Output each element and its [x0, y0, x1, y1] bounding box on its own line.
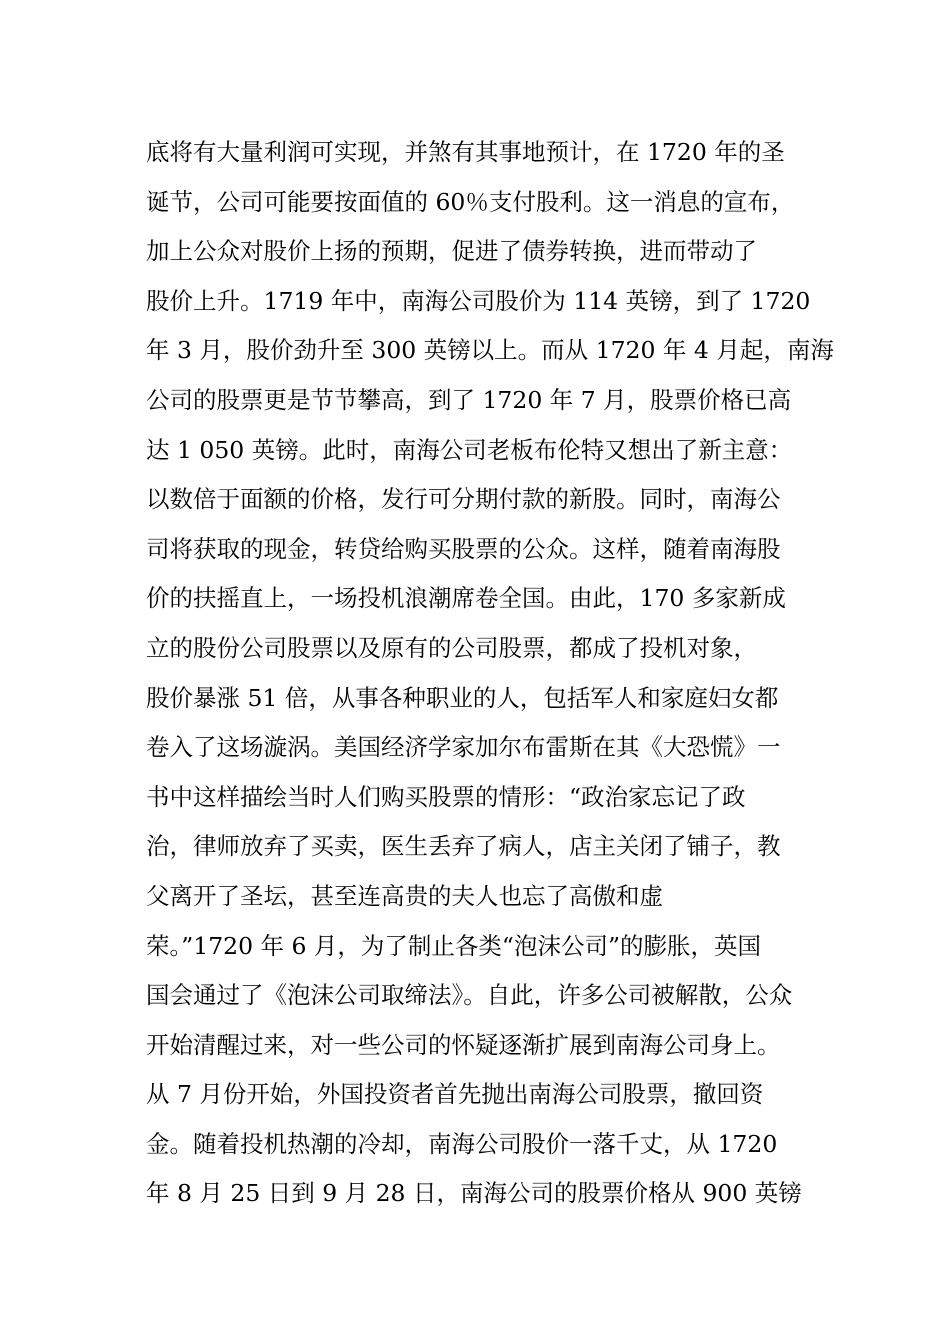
text-line: 达 1 050 英镑。此时，南海公司老板布伦特又想出了新主意：	[146, 435, 793, 464]
text-line: 从 7 月份开始，外国投资者首先抛出南海公司股票，撤回资	[146, 1080, 764, 1109]
body-paragraph	[146, 128, 836, 1219]
text-line: 开始清醒过来，对一些公司的怀疑逐渐扩展到南海公司身上。	[146, 1030, 781, 1059]
text-line: 以数倍于面额的价格，发行可分期付款的新股。同时，南海公	[146, 485, 781, 514]
text-line: 司将获取的现金，转贷给购买股票的公众。这样，随着南海股	[146, 534, 781, 563]
text-line: 价的扶摇直上，一场投机浪潮席卷全国。由此，170 多家新成	[146, 584, 786, 613]
text-line: 国会通过了《泡沫公司取缔法》。自此，许多公司被解散，公众	[146, 981, 793, 1010]
text-line: 股价暴涨 51 倍，从事各种职业的人，包括军人和家庭妇女都	[146, 683, 779, 712]
text-line: 年 8 月 25 日到 9 月 28 日，南海公司的股票价格从 900 英镑	[146, 1179, 802, 1208]
text-line: 底将有大量利润可实现，并煞有其事地预计，在 1720 年的圣	[146, 138, 785, 166]
text-line: 书中这样描绘当时人们购买股票的情形：“政治家忘记了政	[146, 782, 746, 811]
text-line: 公司的股票更是节节攀高，到了 1720 年 7 月，股票价格已高	[146, 385, 792, 414]
text-line: 金。随着投机热潮的冷却，南海公司股价一落千丈，从 1720	[146, 1129, 778, 1158]
text-line: 荣。”1720 年 6 月，为了制止各类“泡沫公司”的膨胀，英国	[146, 931, 761, 960]
text-line: 父离开了圣坛，甚至连高贵的夫人也忘了高傲和虚	[146, 881, 663, 910]
text-line: 治，律师放弃了买卖，医生丢弃了病人，店主关闭了铺子，教	[146, 832, 781, 861]
text-line: 年 3 月，股价劲升至 300 英镑以上。而从 1720 年 4 月起，南海	[146, 336, 834, 365]
text-line: 诞节，公司可能要按面值的 60％支付股利。这一消息的宣布，	[146, 187, 795, 216]
text-line: 股价上升。1719 年中，南海公司股价为 114 英镑，到了 1720	[146, 286, 811, 315]
text-line: 加上公众对股价上扬的预期，促进了债券转换，进而带动了	[146, 237, 757, 266]
text-line: 立的股份公司股票以及原有的公司股票，都成了投机对象，	[146, 633, 757, 662]
text-line: 卷入了这场漩涡。美国经济学家加尔布雷斯在其《大恐慌》一	[146, 733, 781, 762]
